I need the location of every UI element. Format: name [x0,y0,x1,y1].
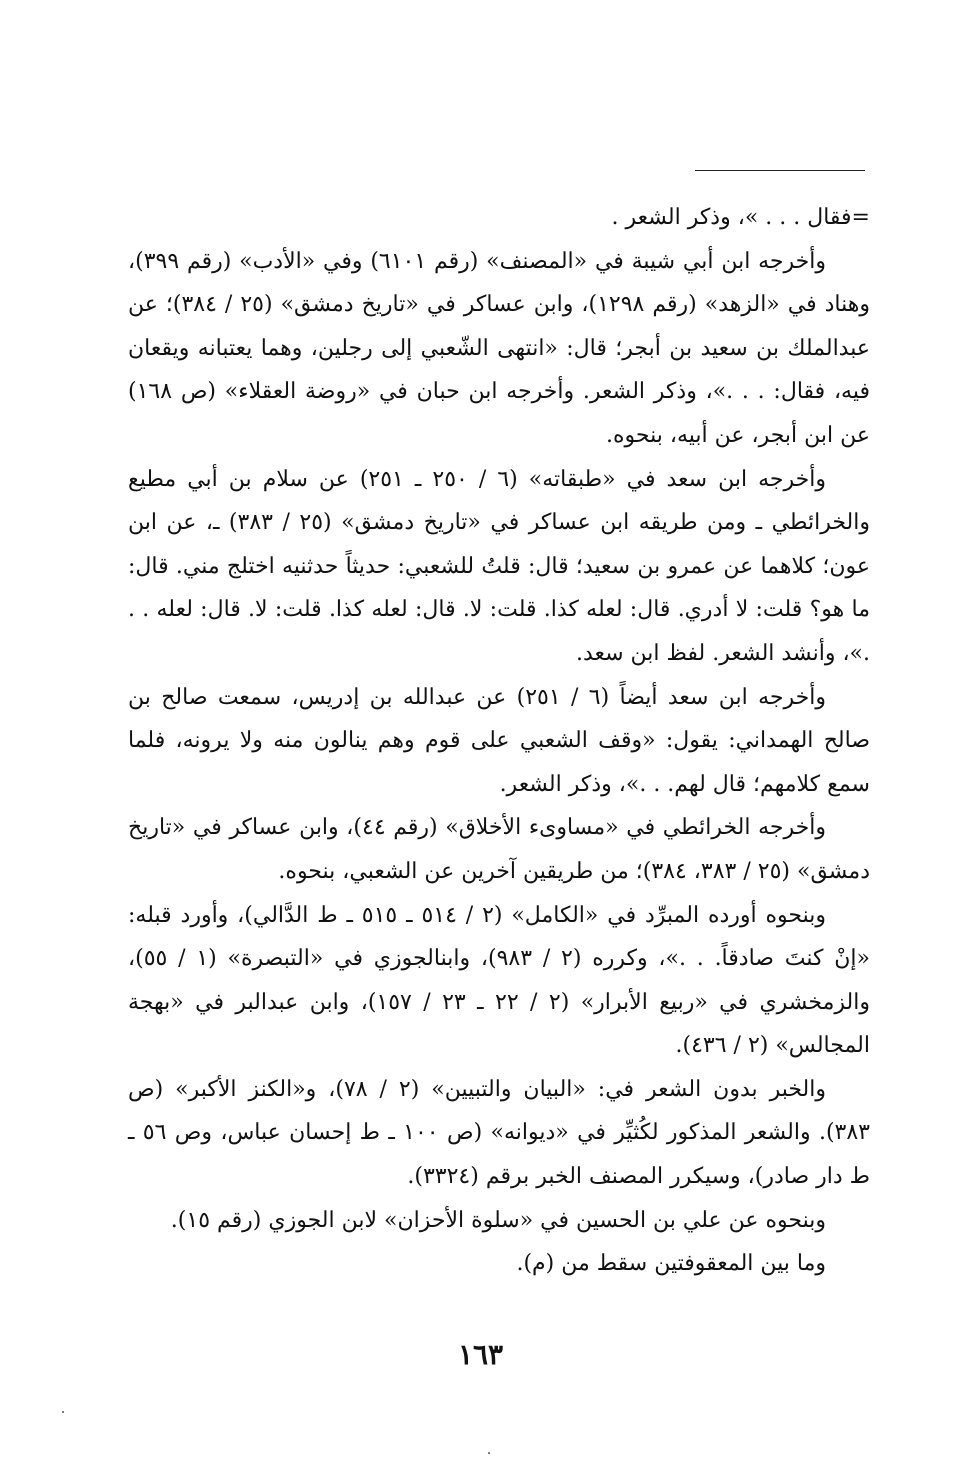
paragraph-brackets-note: وما بين المعقوفتين سقط من (م). [516,1251,826,1277]
paragraph-ibn-sad-also: وأخرجه ابن سعد أيضاً (٦ / ٢٥١) عن عبدالله بن إدريس، سمعت صالح بن صالح الهمداني: يقول: «وقف الشعبي على قوم وهم ينالون منه ولا يرونه، فلما سمع كلامهم؛ قال لهم. . .»، وذكر الشعر. [128,684,870,797]
paragraph-kharaiti: وأخرجه الخرائطي في «مساوىء الأخلاق» (رقم ٤٤)، وابن عساكر في «تاريخ دمشق» (٢٥ / ٣٨٣، ٣٨٤)؛ من طريقين آخرين عن الشعبي، بنحوه. [128,815,870,884]
paragraph-ibn-sad-tabaqat: وأخرجه ابن سعد في «طبقاته» (٦ / ٢٥٠ ـ ٢٥١) عن سلام بن أبي مطيع والخرائطي ـ ومن طريقه ابن عساكر في «تاريخ دمشق» (٢٥ / ٣٨٣) ـ، عن ابن عون؛ كلاهما عن عمرو بن سعيد؛ قال: قلتُ للشعبي: حديثاً حدثنيه اختلج مني. قال: ما هو؟ قلت: لا أدري. قال: لعله كذا. قلت: لا. قال: لعله كذا. قلت: لا. قال: لعله . . .»، وأنشد الشعر. لفظ ابن سعد. [128,466,870,666]
footnotes-text [128,196,870,1286]
paragraph-ibn-abi-shayba: وأخرجه ابن أبي شيبة في «المصنف» (رقم ٦١٠١) وفي «الأدب» (رقم ٣٩٩)، وهناد في «الزهد» (رقم ١٢٩٨)، وابن عساكر في «تاريخ دمشق» (٢٥ / ٣٨٤)؛ عن عبدالملك بن سعيد بن أبجر؛ قال: «انتهى الشّعبي إلى رجلين، وهما يعتبانه ويقعان فيه، فقال: . . .»، وذكر الشعر. وأخرجه ابن حبان في «روضة العقلاء» (ص ١٦٨) عن ابن أبجر، عن أبيه، بنحوه. [128,248,870,448]
footnote-separator-line [695,170,865,171]
scan-speck [62,1411,64,1413]
paragraph-khabar-without-poetry: والخبر بدون الشعر في: «البيان والتبيين» (٢ / ٧٨)، و«الكنز الأكبر» (ص ٣٨٣). والشعر المذكور لكُثيِّر في «ديوانه» (ص ١٠٠ ـ ط إحسان عباس، وص ٥٦ ـ ط دار صادر)، وسيكرر المصنف الخبر برقم (٣٣٢٤). [128,1076,870,1190]
paragraph-ali-ibn-husain: وبنحوه عن علي بن الحسين في «سلوة الأحزان» لابن الجوزي (رقم ١٥). [170,1207,826,1233]
scan-speck [488,1452,490,1454]
page-number: ١٦٣ [457,1338,504,1371]
paragraph-mubarrad: وبنحوه أورده المبرِّد في «الكامل» (٢ / ٥١٤ ـ ٥١٥ ـ ط الدَّالي)، وأورد قبله: «إنْ كنتَ صادقاً. . .»، وكرره (٢ / ٩٨٣)، وابنالجوزي في «التبصرة» (١ / ٥٥)، والزمخشري في «ربيع الأبرار» (٢ / ٢٢ ـ ٢٣ / ١٥٧)، وابن عبدالبر في «بهجة المجالس» (٢ / ٤٣٦). [128,902,870,1059]
paragraph-continuation: =فقال . . . »، وذكر الشعر . [611,205,870,230]
